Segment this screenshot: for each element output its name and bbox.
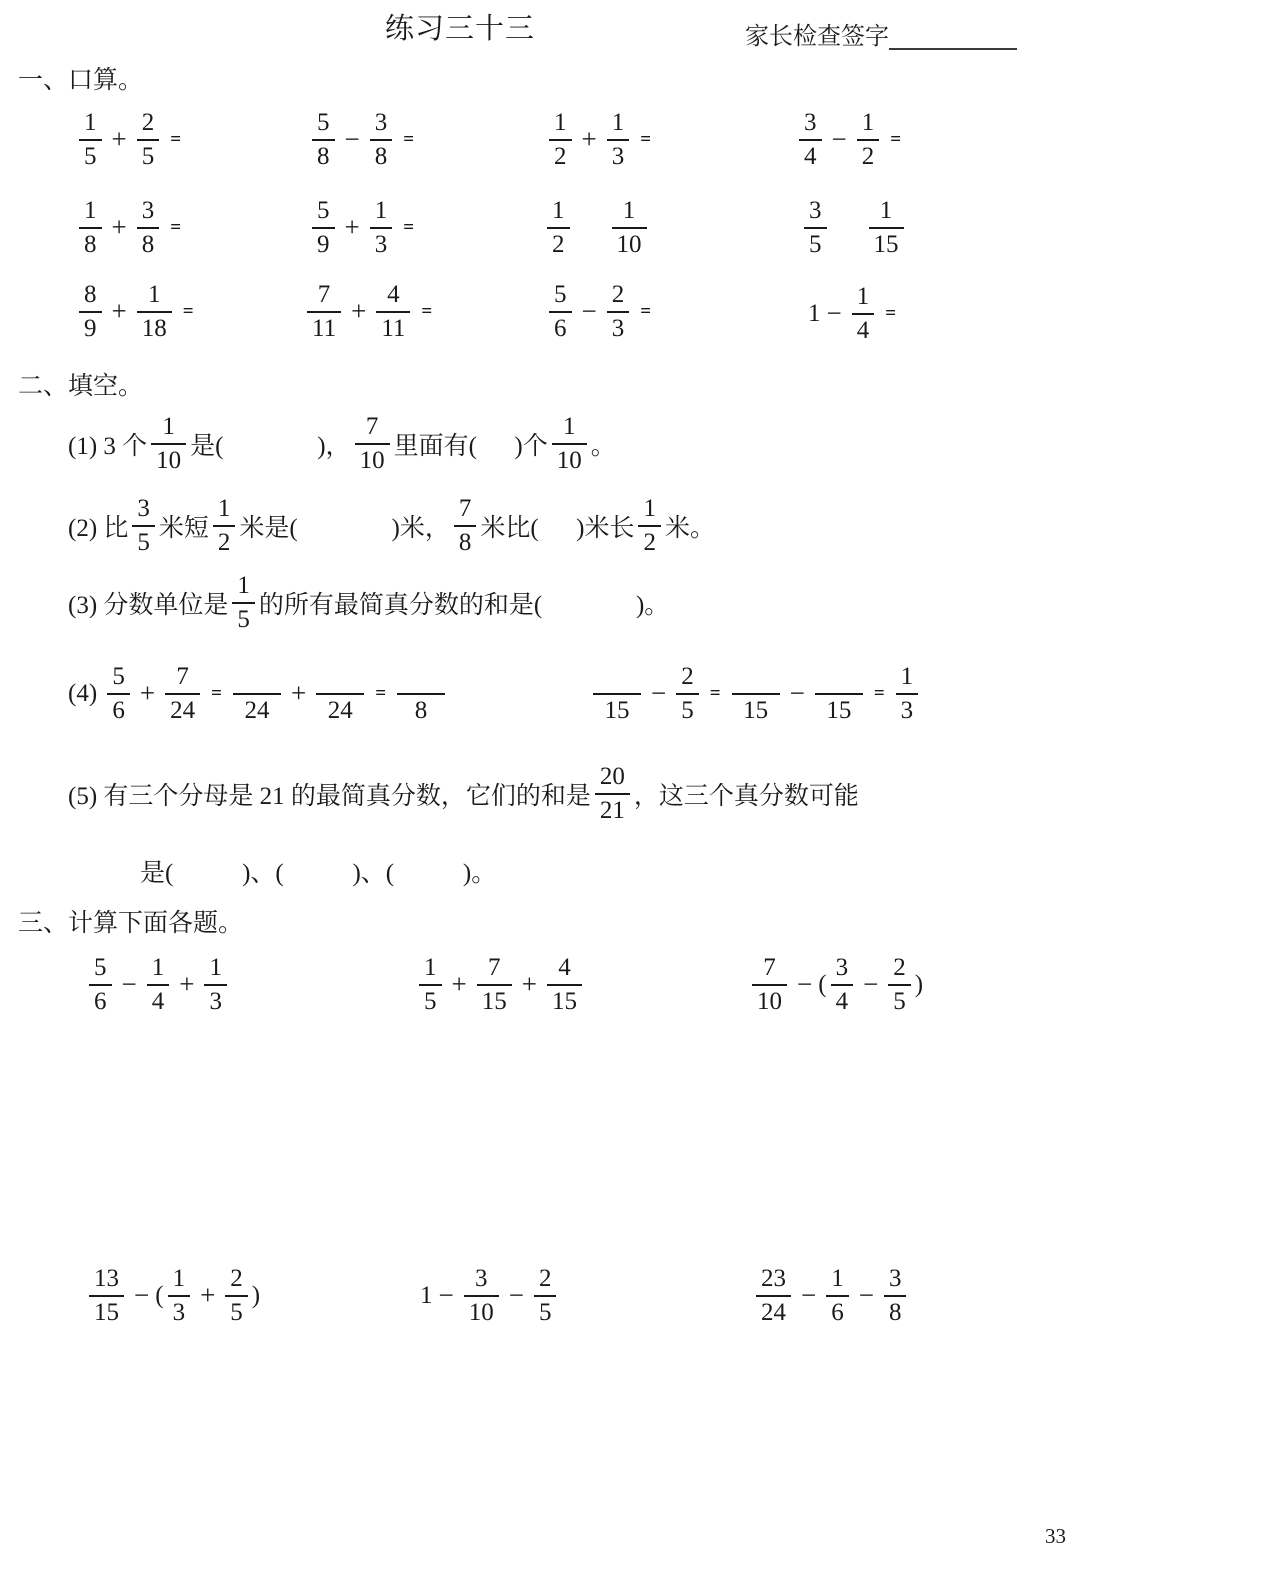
math-problem bbox=[808, 282, 903, 345]
denominator: 24 bbox=[244, 697, 270, 724]
denominator: 8 bbox=[374, 143, 388, 170]
equals-sign: = bbox=[403, 216, 415, 238]
denominator: 5 bbox=[424, 988, 437, 1015]
text-run: ( bbox=[818, 970, 827, 998]
fraction bbox=[168, 1264, 191, 1327]
math-problem bbox=[800, 196, 908, 259]
numerator: 1 bbox=[370, 196, 393, 229]
numerator: 3 bbox=[831, 953, 854, 986]
fraction bbox=[137, 108, 160, 171]
fraction bbox=[869, 196, 904, 259]
text-run: 米比( )米长 bbox=[480, 514, 635, 542]
numerator: 1 bbox=[213, 494, 236, 527]
plus-sign: + bbox=[581, 124, 597, 154]
denominator: 15 bbox=[94, 1299, 119, 1326]
numerator: 4 bbox=[376, 280, 410, 313]
math-problem bbox=[308, 108, 421, 171]
denominator: 10 bbox=[556, 447, 582, 474]
math-problem bbox=[85, 1264, 260, 1327]
numerator bbox=[732, 662, 780, 695]
numerator: 1 bbox=[79, 196, 102, 229]
numerator: 2 bbox=[676, 662, 699, 695]
plus-sign: + bbox=[111, 212, 127, 242]
signature-block bbox=[745, 16, 1017, 51]
numerator: 5 bbox=[107, 662, 130, 695]
fraction bbox=[612, 196, 647, 259]
plus-sign: + bbox=[451, 969, 467, 999]
equals-sign: = bbox=[182, 300, 194, 322]
numerator: 5 bbox=[89, 953, 112, 986]
equals-sign: = bbox=[873, 682, 885, 704]
minus-sign: − bbox=[801, 1280, 817, 1310]
fraction bbox=[137, 196, 160, 259]
fraction bbox=[107, 662, 130, 725]
signature-label: 家长检查签字 bbox=[745, 24, 889, 50]
numerator: 7 bbox=[454, 494, 477, 527]
plus-sign: + bbox=[351, 296, 367, 326]
fraction bbox=[607, 108, 630, 171]
fraction bbox=[147, 953, 170, 1016]
denominator: 5 bbox=[230, 1299, 243, 1326]
numerator bbox=[815, 662, 863, 695]
numerator: 1 bbox=[638, 494, 661, 527]
equals-sign: = bbox=[709, 682, 721, 704]
numerator: 1 bbox=[852, 282, 875, 315]
fraction bbox=[857, 108, 880, 171]
blank-fraction bbox=[593, 662, 641, 725]
numerator: 1 bbox=[79, 108, 102, 141]
denominator: 15 bbox=[551, 988, 577, 1015]
math-problem bbox=[75, 280, 201, 343]
fraction bbox=[552, 412, 587, 475]
fraction bbox=[307, 280, 341, 343]
numerator: 3 bbox=[464, 1264, 499, 1297]
fraction bbox=[638, 494, 661, 557]
text-run: 。 bbox=[590, 432, 616, 460]
blank-fraction bbox=[732, 662, 780, 725]
blank-fraction bbox=[397, 662, 445, 725]
minus-sign: − bbox=[831, 124, 847, 154]
math-problem bbox=[140, 853, 496, 889]
numerator: 7 bbox=[752, 953, 787, 986]
numerator: 1 bbox=[151, 412, 186, 445]
plus-sign: + bbox=[111, 296, 127, 326]
math-problem bbox=[85, 953, 231, 1016]
equals-sign: = bbox=[403, 128, 415, 150]
fraction bbox=[607, 280, 630, 343]
denominator: 4 bbox=[856, 317, 870, 344]
math-problem bbox=[545, 108, 658, 171]
denominator: 8 bbox=[84, 231, 97, 258]
minus-sign: − bbox=[651, 678, 667, 708]
fraction bbox=[225, 1264, 248, 1327]
minus-sign: − bbox=[789, 678, 805, 708]
denominator: 10 bbox=[757, 988, 782, 1015]
denominator: 3 bbox=[374, 231, 388, 258]
denominator: 6 bbox=[112, 697, 125, 724]
numerator: 3 bbox=[132, 494, 155, 527]
math-problem bbox=[545, 280, 658, 343]
text-run: ) bbox=[251, 1281, 261, 1309]
math-problem bbox=[68, 762, 859, 825]
text-run: 是( )、( )、( )。 bbox=[140, 860, 497, 887]
numerator: 5 bbox=[312, 108, 335, 141]
numerator: 1 bbox=[147, 953, 170, 986]
plus-sign: + bbox=[200, 1280, 216, 1310]
numerator: 3 bbox=[804, 196, 827, 229]
denominator: 3 bbox=[900, 697, 914, 724]
numerator: 2 bbox=[534, 1264, 557, 1297]
denominator: 8 bbox=[458, 529, 472, 556]
denominator: 8 bbox=[888, 1299, 902, 1326]
numerator: 1 bbox=[204, 953, 227, 986]
numerator: 3 bbox=[799, 108, 822, 141]
fraction bbox=[204, 953, 227, 1016]
denominator: 2 bbox=[552, 231, 565, 258]
denominator: 24 bbox=[761, 1299, 786, 1326]
text-run: (1) 3 个 bbox=[68, 432, 148, 460]
text-run: 的所有最简真分数的和是( )。 bbox=[258, 591, 670, 619]
denominator: 3 bbox=[611, 143, 625, 170]
denominator: 10 bbox=[156, 447, 182, 474]
equals-sign: = bbox=[640, 300, 652, 322]
denominator: 15 bbox=[826, 697, 852, 724]
numerator: 1 bbox=[137, 280, 172, 313]
text-run: 米短 bbox=[158, 514, 209, 542]
fraction bbox=[89, 1264, 124, 1327]
numerator: 3 bbox=[137, 196, 160, 229]
denominator: 10 bbox=[616, 231, 642, 258]
denominator: 8 bbox=[317, 143, 330, 170]
math-problem bbox=[420, 1264, 560, 1327]
denominator: 9 bbox=[317, 231, 330, 258]
plus-sign: + bbox=[344, 212, 360, 242]
fraction bbox=[804, 196, 827, 259]
denominator: 4 bbox=[804, 143, 817, 170]
math-problem bbox=[68, 571, 669, 634]
numerator: 1 bbox=[547, 196, 570, 229]
fraction bbox=[884, 1264, 907, 1327]
numerator: 1 bbox=[232, 571, 255, 604]
equals-sign: = bbox=[421, 300, 433, 322]
equals-sign: = bbox=[170, 216, 182, 238]
fraction bbox=[89, 953, 112, 1016]
numerator: 1 bbox=[869, 196, 904, 229]
denominator: 15 bbox=[481, 988, 507, 1015]
numerator: 2 bbox=[225, 1264, 248, 1297]
equals-sign: = bbox=[640, 128, 652, 150]
equals-sign: = bbox=[885, 302, 897, 324]
numerator bbox=[397, 662, 445, 695]
equals-sign: = bbox=[375, 682, 387, 704]
denominator: 15 bbox=[873, 231, 899, 258]
numerator: 1 bbox=[826, 1264, 849, 1297]
fraction bbox=[888, 953, 911, 1016]
equals-sign: = bbox=[211, 682, 222, 704]
numerator: 7 bbox=[307, 280, 341, 313]
numerator: 1 bbox=[168, 1264, 191, 1297]
minus-sign: − bbox=[121, 969, 137, 999]
numerator: 7 bbox=[477, 953, 512, 986]
fraction bbox=[312, 108, 335, 171]
fraction bbox=[826, 1264, 849, 1327]
numerator: 1 bbox=[896, 662, 919, 695]
fraction bbox=[464, 1264, 499, 1327]
denominator: 3 bbox=[611, 315, 625, 342]
denominator: 4 bbox=[151, 988, 165, 1015]
numerator: 5 bbox=[312, 196, 335, 229]
math-problem bbox=[752, 1264, 910, 1327]
section-heading-calculate: 三、计算下面各题。 bbox=[18, 910, 244, 937]
denominator: 10 bbox=[468, 1299, 494, 1326]
text-run: 是( )， bbox=[190, 432, 351, 460]
denominator: 3 bbox=[209, 988, 222, 1015]
fraction bbox=[137, 280, 172, 343]
fraction bbox=[549, 280, 572, 343]
denominator: 15 bbox=[743, 697, 769, 724]
numerator: 13 bbox=[89, 1264, 124, 1297]
fraction bbox=[79, 280, 102, 343]
fraction bbox=[370, 196, 393, 259]
denominator: 6 bbox=[94, 988, 107, 1015]
math-problem bbox=[795, 108, 908, 171]
denominator: 2 bbox=[554, 143, 567, 170]
denominator: 24 bbox=[170, 697, 196, 724]
fraction bbox=[752, 953, 787, 1016]
section-heading-fill-blanks: 二、填空。 bbox=[18, 373, 144, 400]
fraction bbox=[79, 196, 102, 259]
fraction bbox=[312, 196, 335, 259]
signature-line bbox=[889, 24, 1017, 50]
numerator: 7 bbox=[165, 662, 200, 695]
numerator: 20 bbox=[595, 762, 630, 795]
denominator: 4 bbox=[835, 988, 849, 1015]
text-run: ( bbox=[155, 1281, 164, 1309]
denominator: 9 bbox=[84, 315, 97, 342]
denominator: 11 bbox=[312, 315, 337, 342]
numerator: 5 bbox=[549, 280, 572, 313]
fraction bbox=[831, 953, 854, 1016]
minus-sign: − bbox=[858, 1280, 874, 1310]
numerator: 1 bbox=[607, 108, 630, 141]
numerator: 3 bbox=[884, 1264, 907, 1297]
denominator: 15 bbox=[604, 697, 630, 724]
fraction bbox=[376, 280, 410, 343]
math-problem bbox=[415, 953, 586, 1016]
numerator: 23 bbox=[756, 1264, 791, 1297]
equals-sign: = bbox=[890, 128, 902, 150]
numerator: 3 bbox=[370, 108, 393, 141]
fraction bbox=[477, 953, 512, 1016]
numerator: 1 bbox=[419, 953, 442, 986]
fraction bbox=[547, 953, 582, 1016]
fraction bbox=[370, 108, 393, 171]
denominator: 21 bbox=[599, 797, 625, 824]
fraction bbox=[165, 662, 200, 725]
denominator: 8 bbox=[414, 697, 428, 724]
denominator: 3 bbox=[172, 1299, 186, 1326]
denominator: 18 bbox=[141, 315, 167, 342]
numerator: 1 bbox=[549, 108, 572, 141]
equals-sign: = bbox=[170, 128, 182, 150]
minus-sign: − bbox=[344, 124, 360, 154]
fraction bbox=[534, 1264, 557, 1327]
text-run: 1 bbox=[420, 1281, 433, 1309]
text-run: (5) 有三个分母是 21 的最简真分数，它们的和是 bbox=[68, 782, 591, 810]
denominator: 8 bbox=[141, 231, 155, 258]
fraction bbox=[79, 108, 102, 171]
denominator: 2 bbox=[643, 529, 656, 556]
denominator: 5 bbox=[237, 606, 250, 633]
text-run: (3) 分数单位是 bbox=[68, 591, 229, 619]
plus-sign: + bbox=[139, 678, 156, 708]
fraction bbox=[232, 571, 255, 634]
plus-sign: + bbox=[179, 969, 195, 999]
fraction bbox=[595, 762, 630, 825]
denominator: 5 bbox=[681, 697, 694, 724]
numerator bbox=[593, 662, 641, 695]
fraction bbox=[852, 282, 875, 345]
blank-fraction bbox=[316, 662, 364, 725]
minus-sign: − bbox=[863, 969, 879, 999]
denominator: 5 bbox=[809, 231, 822, 258]
fraction bbox=[549, 108, 572, 171]
text-run: 米。 bbox=[664, 514, 715, 542]
numerator bbox=[233, 662, 281, 695]
minus-sign: − bbox=[508, 1280, 524, 1310]
fraction bbox=[151, 412, 186, 475]
minus-sign: − bbox=[134, 1280, 150, 1310]
math-problem bbox=[748, 953, 923, 1016]
minus-sign: − bbox=[797, 969, 813, 999]
numerator: 1 bbox=[857, 108, 880, 141]
numerator: 7 bbox=[355, 412, 390, 445]
denominator: 6 bbox=[554, 315, 567, 342]
section-heading-oral-calc: 一、口算。 bbox=[18, 67, 144, 94]
math-problem bbox=[543, 196, 651, 259]
math-problem bbox=[75, 108, 188, 171]
plus-sign: + bbox=[111, 124, 127, 154]
math-problem bbox=[68, 662, 922, 725]
denominator: 11 bbox=[381, 315, 406, 342]
text-run: 1 bbox=[808, 299, 821, 327]
page-number: 33 bbox=[1045, 1524, 1066, 1548]
text-run: ) bbox=[914, 970, 924, 998]
denominator: 2 bbox=[861, 143, 875, 170]
numerator: 2 bbox=[607, 280, 630, 313]
fraction bbox=[799, 108, 822, 171]
math-problem bbox=[75, 196, 188, 259]
fraction bbox=[676, 662, 699, 725]
text-run: 里面有( )个 bbox=[393, 432, 548, 460]
denominator: 5 bbox=[538, 1299, 552, 1326]
fraction bbox=[896, 662, 919, 725]
plus-sign: + bbox=[290, 678, 307, 708]
fraction bbox=[355, 412, 390, 475]
denominator: 5 bbox=[893, 988, 906, 1015]
plus-sign: + bbox=[521, 969, 537, 999]
text-run: 米是( )米， bbox=[239, 514, 450, 542]
denominator: 5 bbox=[137, 529, 150, 556]
text-run: ，这三个真分数可能 bbox=[633, 782, 859, 810]
denominator: 24 bbox=[327, 697, 353, 724]
numerator: 1 bbox=[552, 412, 587, 445]
fraction bbox=[213, 494, 236, 557]
denominator: 5 bbox=[84, 143, 97, 170]
fraction bbox=[419, 953, 442, 1016]
denominator: 2 bbox=[217, 529, 231, 556]
math-problem bbox=[303, 280, 439, 343]
fraction bbox=[547, 196, 570, 259]
text-run: (4) bbox=[68, 679, 104, 707]
minus-sign: − bbox=[438, 1280, 454, 1310]
denominator: 6 bbox=[831, 1299, 844, 1326]
blank-fraction bbox=[815, 662, 863, 725]
numerator: 1 bbox=[612, 196, 647, 229]
numerator: 8 bbox=[79, 280, 102, 313]
blank-fraction bbox=[233, 662, 281, 725]
minus-sign: − bbox=[826, 298, 842, 328]
math-problem bbox=[68, 494, 715, 557]
fraction bbox=[132, 494, 155, 557]
math-problem bbox=[308, 196, 421, 259]
denominator: 10 bbox=[359, 447, 385, 474]
math-problem bbox=[68, 412, 616, 475]
fraction bbox=[454, 494, 477, 557]
numerator: 2 bbox=[137, 108, 160, 141]
numerator bbox=[316, 662, 364, 695]
fraction bbox=[756, 1264, 791, 1327]
numerator: 2 bbox=[888, 953, 911, 986]
denominator: 5 bbox=[141, 143, 155, 170]
text-run: (2) 比 bbox=[68, 514, 129, 542]
numerator: 4 bbox=[547, 953, 582, 986]
minus-sign: − bbox=[581, 296, 597, 326]
worksheet-title: 练习三十三 bbox=[385, 13, 536, 45]
